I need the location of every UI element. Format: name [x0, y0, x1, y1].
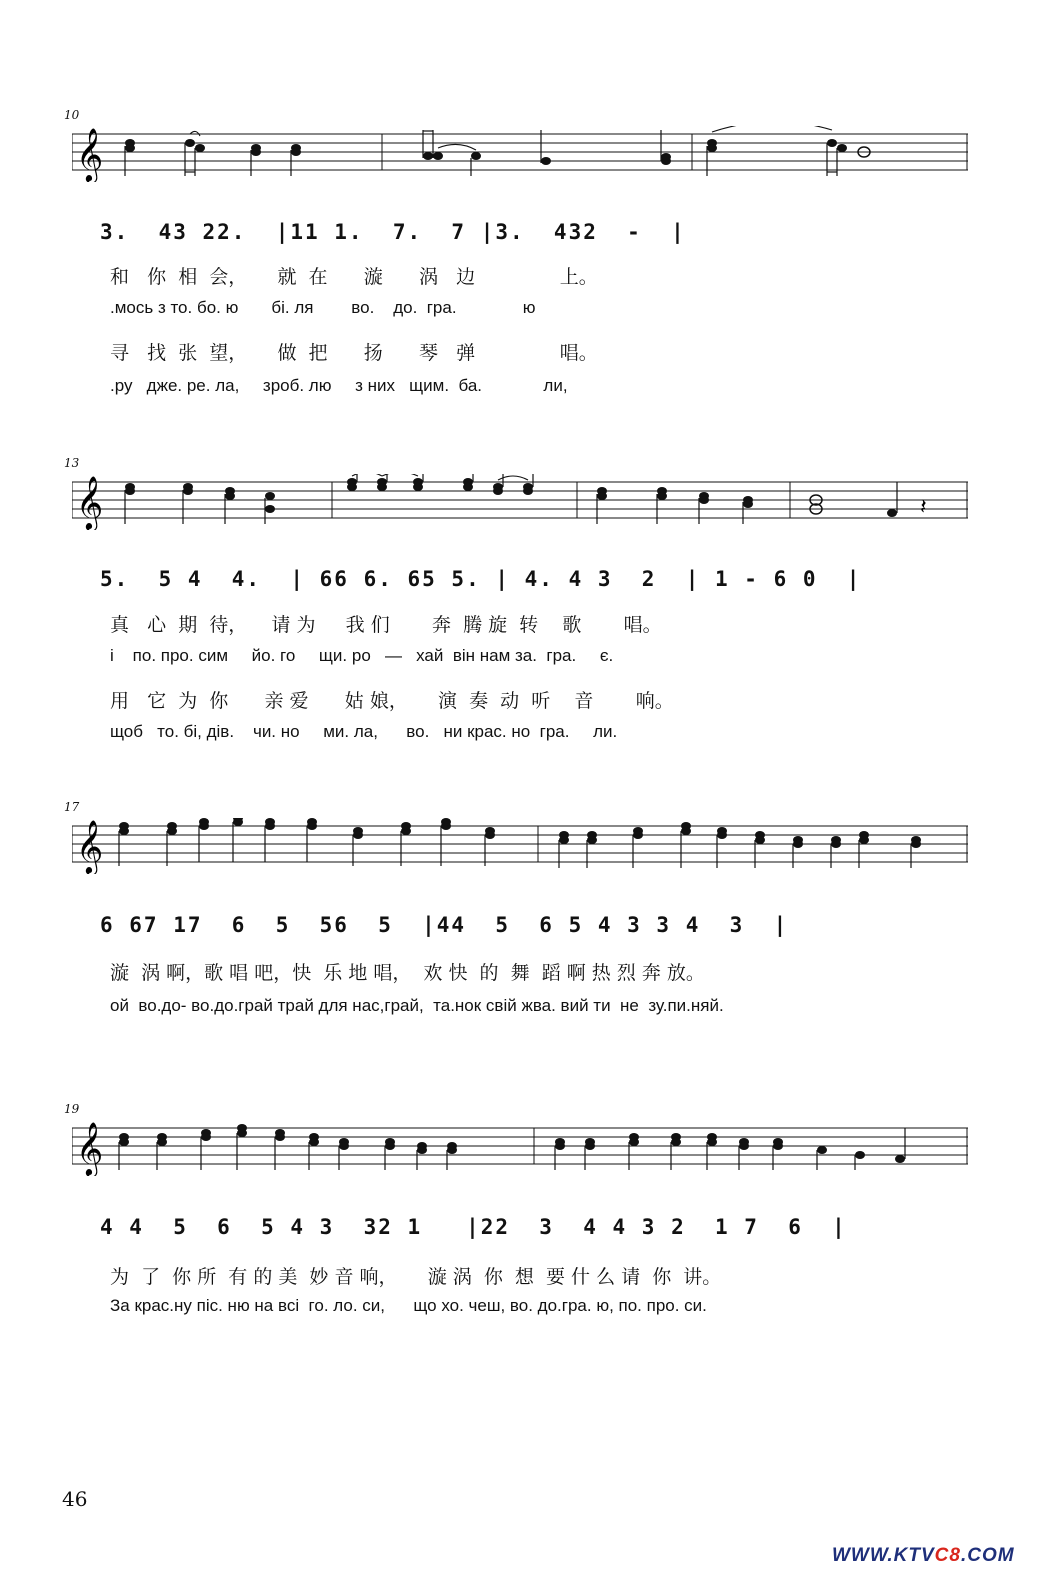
- jianpu-notation: 4 4 5 6 5 4 3 32 1 |22 3 4 4 3 2 1 7 6 |: [100, 1215, 847, 1239]
- watermark-brand-b: C8: [934, 1545, 961, 1566]
- lyrics-chinese: 用 它 为 你 亲 爱 姑 娘， 演 奏 动 听 音 响。: [110, 690, 674, 712]
- jianpu-notation: 5. 5 4 4. | 66 6. 65 5. | 4. 4 3 2 | 1 - 6 0 |: [100, 567, 862, 591]
- site-watermark: [832, 1545, 1015, 1567]
- lyrics-ukrainian: .мось з то. бо. ю бі. ля во. до. гра. ю: [110, 298, 536, 317]
- music-staff: [72, 1120, 968, 1176]
- music-staff: [72, 126, 968, 182]
- watermark-prefix: WWW.: [832, 1545, 894, 1566]
- jianpu-notation: 3. 43 22. |11 1. 7. 7 |3. 432 - |: [100, 220, 686, 244]
- music-staff: [72, 818, 968, 874]
- lyrics-chinese: 和 你 相 会， 就 在 漩 涡 边 上。: [110, 266, 598, 288]
- watermark-brand-a: KTV: [893, 1545, 935, 1566]
- lyrics-chinese: 漩 涡 啊，歌 唱 吧，快 乐 地 唱， 欢 快 的 舞 蹈 啊 热 烈 奔 放。: [110, 962, 705, 984]
- treble-clef-icon: 𝄞: [76, 475, 104, 529]
- lyrics-chinese: 为 了 你 所 有 的 美 妙 音 响， 漩 涡 你 想 要 什 么 请 你 讲。: [110, 1266, 722, 1288]
- watermark-suffix: .COM: [960, 1545, 1015, 1566]
- measure-number: 17: [64, 800, 80, 814]
- lyrics-ukrainian: і по. про. сим йо. го щи. ро — хай він нам за. гра. є.: [110, 646, 614, 665]
- page-number: 46: [62, 1487, 88, 1511]
- lyrics-chinese: 寻 找 张 望， 做 把 扬 琴 弹 唱。: [110, 342, 598, 364]
- measure-number: 13: [64, 456, 80, 470]
- treble-clef-icon: 𝄞: [76, 819, 104, 873]
- music-staff: [72, 474, 968, 530]
- lyrics-chinese: 真 心 期 待， 请 为 我 们 奔 腾 旋 转 歌 唱。: [110, 614, 662, 636]
- rest-icon: 𝄽: [920, 495, 927, 520]
- treble-clef-icon: 𝄞: [76, 1121, 104, 1175]
- jianpu-notation: 6 67 17 6 5 56 5 |44 5 6 5 4 3 3 4 3 |: [100, 913, 789, 937]
- lyrics-ukrainian: щоб то. бі, дів. чи. но ми. ла, во. ни крас. но гра. ли.: [110, 722, 618, 741]
- treble-clef-icon: 𝄞: [76, 127, 104, 181]
- measure-number: 10: [64, 108, 80, 122]
- lyrics-ukrainian: ой во.до- во.до.грай трай для нас,грай, та.нок свій жва. вий ти не зу.пи.няй.: [110, 996, 724, 1015]
- lyrics-ukrainian: .ру дже. ре. ла, зроб. лю з них щим. ба. ли,: [110, 376, 568, 395]
- measure-number: 19: [64, 1102, 80, 1116]
- lyrics-ukrainian: За крас.ну піс. ню на всі го. ло. си, що хо. чеш, во. до.гра. ю, по. про. си.: [110, 1296, 707, 1315]
